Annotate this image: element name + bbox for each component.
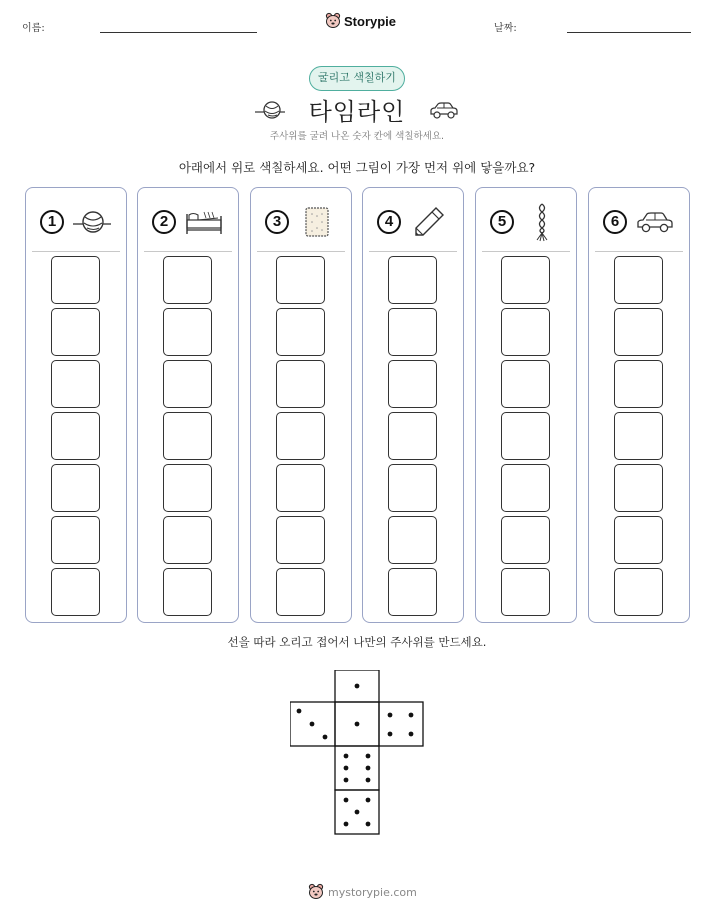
- dice-pip: [344, 778, 349, 783]
- color-box[interactable]: [51, 412, 100, 460]
- color-box[interactable]: [614, 360, 663, 408]
- color-box[interactable]: [614, 568, 663, 616]
- timeline-column: [137, 187, 239, 623]
- color-box[interactable]: [51, 360, 100, 408]
- dice-instruction: 선을 따라 오리고 접어서 나만의 주사위를 만드세요.: [227, 635, 487, 649]
- yarn-ball-icon: [72, 202, 112, 242]
- dice-pip: [366, 754, 371, 759]
- column-divider: [257, 251, 345, 252]
- dice-pip: [366, 766, 371, 771]
- column-divider: [144, 251, 232, 252]
- column-header: [589, 198, 689, 246]
- column-divider: [32, 251, 120, 252]
- color-box[interactable]: [614, 412, 663, 460]
- dice-pip: [323, 735, 328, 740]
- dice-pip: [366, 778, 371, 783]
- color-box[interactable]: [614, 516, 663, 564]
- dice-pip: [409, 713, 414, 718]
- color-box[interactable]: [163, 360, 212, 408]
- title-row: [0, 92, 714, 127]
- car-icon: [635, 202, 675, 242]
- color-box[interactable]: [501, 412, 550, 460]
- color-box[interactable]: [51, 308, 100, 356]
- cracker-icon: [297, 202, 337, 242]
- color-box[interactable]: [276, 360, 325, 408]
- column-header: [138, 198, 238, 246]
- date-label: 날짜:: [494, 23, 517, 34]
- instruction: 아래에서 위로 색칠하세요. 어떤 그림이 가장 먼저 위에 닿을까요?: [178, 160, 536, 175]
- column-number: 2: [152, 210, 176, 234]
- bed-icon: [184, 202, 224, 242]
- color-box[interactable]: [276, 412, 325, 460]
- column-number: 5: [490, 210, 514, 234]
- color-box[interactable]: [163, 568, 212, 616]
- column-header: [26, 198, 126, 246]
- column-number: 4: [377, 210, 401, 234]
- color-box[interactable]: [388, 412, 437, 460]
- page-title: 타임라인: [308, 98, 406, 126]
- color-box[interactable]: [614, 256, 663, 304]
- mascot-icon: [308, 883, 324, 901]
- color-box[interactable]: [501, 360, 550, 408]
- color-box[interactable]: [501, 516, 550, 564]
- dice-pip: [344, 754, 349, 759]
- dice-pip: [344, 822, 349, 827]
- color-box[interactable]: [388, 360, 437, 408]
- color-box[interactable]: [163, 464, 212, 512]
- color-box[interactable]: [614, 464, 663, 512]
- dice-pip: [355, 810, 360, 815]
- footer: [308, 883, 417, 901]
- dice-pip: [366, 822, 371, 827]
- column-number: 1: [40, 210, 64, 234]
- dice-pip: [409, 732, 414, 737]
- color-box[interactable]: [388, 568, 437, 616]
- subtitle: 주사위를 굴려 나온 숫자 칸에 색칠하세요.: [269, 131, 445, 142]
- dice-pip: [344, 798, 349, 803]
- dice-pip: [355, 722, 360, 727]
- color-box[interactable]: [163, 308, 212, 356]
- color-box[interactable]: [388, 256, 437, 304]
- color-box[interactable]: [501, 256, 550, 304]
- timeline-column: [475, 187, 577, 623]
- timeline-column: [362, 187, 464, 623]
- column-header: [476, 198, 576, 246]
- dice-net[interactable]: [290, 670, 426, 836]
- timeline-column: [25, 187, 127, 623]
- dice-pip: [297, 709, 302, 714]
- color-box[interactable]: [388, 516, 437, 564]
- color-box[interactable]: [163, 256, 212, 304]
- dice-pip: [388, 713, 393, 718]
- pencil-icon: [409, 202, 449, 242]
- color-box[interactable]: [51, 256, 100, 304]
- color-box[interactable]: [388, 308, 437, 356]
- dice-pip: [388, 732, 393, 737]
- column-number: 6: [603, 210, 627, 234]
- yarn-ball-icon: [255, 99, 285, 121]
- color-box[interactable]: [276, 568, 325, 616]
- color-box[interactable]: [163, 516, 212, 564]
- color-box[interactable]: [51, 516, 100, 564]
- column-divider: [482, 251, 570, 252]
- footer-url[interactable]: mystorypie.com: [328, 885, 417, 899]
- dice-pip: [355, 684, 360, 689]
- date-line[interactable]: [567, 32, 691, 33]
- brand-logo: [325, 12, 396, 30]
- color-box[interactable]: [276, 308, 325, 356]
- name-line[interactable]: [100, 32, 257, 33]
- dice-pip: [310, 722, 315, 727]
- column-header: [251, 198, 351, 246]
- timeline-column: [250, 187, 352, 623]
- column-divider: [595, 251, 683, 252]
- column-number: 3: [265, 210, 289, 234]
- car-icon: [429, 99, 459, 121]
- color-box[interactable]: [614, 308, 663, 356]
- dice-pip: [366, 798, 371, 803]
- color-box[interactable]: [276, 464, 325, 512]
- color-box[interactable]: [501, 568, 550, 616]
- color-box[interactable]: [276, 256, 325, 304]
- color-box[interactable]: [501, 464, 550, 512]
- color-box[interactable]: [388, 464, 437, 512]
- color-box[interactable]: [51, 464, 100, 512]
- color-box[interactable]: [276, 516, 325, 564]
- timeline-column: [588, 187, 690, 623]
- color-box[interactable]: [51, 568, 100, 616]
- name-label: 이름:: [22, 23, 45, 34]
- brand-name: Storypie: [344, 13, 397, 29]
- column-header: [363, 198, 463, 246]
- activity-tag: 굴리고 색칠하기: [309, 66, 405, 91]
- color-box[interactable]: [163, 412, 212, 460]
- mascot-icon: [325, 12, 341, 30]
- column-divider: [369, 251, 457, 252]
- braid-icon: [522, 202, 562, 242]
- dice-pip: [344, 766, 349, 771]
- color-box[interactable]: [501, 308, 550, 356]
